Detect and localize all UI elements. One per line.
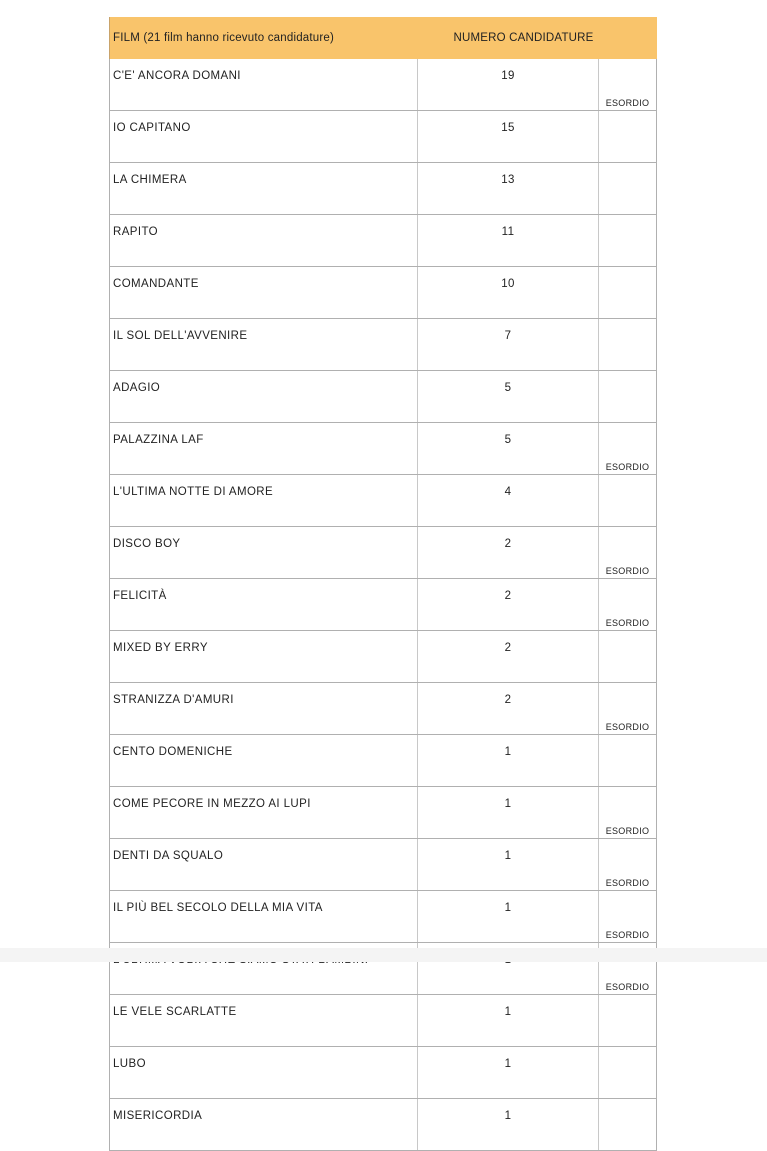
table-row	[110, 319, 657, 371]
nomination-count: 2	[418, 527, 599, 579]
table-row	[110, 787, 657, 839]
nomination-count: 1	[418, 1047, 599, 1099]
nomination-count: 1	[418, 1099, 599, 1151]
nomination-count: 4	[418, 475, 599, 527]
nomination-count: 1	[418, 787, 599, 839]
table-row	[110, 163, 657, 215]
table-header	[110, 17, 657, 59]
table-row	[110, 267, 657, 319]
table-row	[110, 631, 657, 683]
nomination-count: 2	[418, 631, 599, 683]
debut-tag	[599, 319, 657, 371]
film-title: MISERICORDIA	[110, 1099, 418, 1151]
film-title: LE VELE SCARLATTE	[110, 995, 418, 1047]
debut-tag: ESORDIO	[599, 839, 657, 891]
header-film: FILM (21 film hanno ricevuto candidature)	[110, 17, 418, 59]
debut-tag: ESORDIO	[599, 59, 657, 111]
debut-tag	[599, 631, 657, 683]
table-row	[110, 995, 657, 1047]
debut-tag	[599, 215, 657, 267]
header-row	[110, 17, 657, 59]
nomination-count: 2	[418, 683, 599, 735]
nomination-count: 13	[418, 163, 599, 215]
nomination-count: 2	[418, 579, 599, 631]
nomination-count: 11	[418, 215, 599, 267]
film-title: IL PIÙ BEL SECOLO DELLA MIA VITA	[110, 891, 418, 943]
debut-tag: ESORDIO	[599, 787, 657, 839]
nomination-count: 1	[418, 891, 599, 943]
bottom-strip	[0, 948, 767, 962]
nomination-count: 1	[418, 839, 599, 891]
table-row	[110, 1047, 657, 1099]
nomination-count: 5	[418, 423, 599, 475]
film-title: L'ULTIMA NOTTE DI AMORE	[110, 475, 418, 527]
film-title: IO CAPITANO	[110, 111, 418, 163]
film-title: DENTI DA SQUALO	[110, 839, 418, 891]
debut-tag	[599, 1047, 657, 1099]
film-title: PALAZZINA LAF	[110, 423, 418, 475]
table-row	[110, 371, 657, 423]
film-title: IL SOL DELL'AVVENIRE	[110, 319, 418, 371]
film-title: COMANDANTE	[110, 267, 418, 319]
debut-tag	[599, 735, 657, 787]
nominations-table	[109, 17, 657, 1151]
table-row	[110, 735, 657, 787]
film-title: ADAGIO	[110, 371, 418, 423]
nomination-count: 19	[418, 59, 599, 111]
table-row	[110, 891, 657, 943]
debut-tag	[599, 371, 657, 423]
nomination-count: 1	[418, 735, 599, 787]
debut-tag: ESORDIO	[599, 527, 657, 579]
film-title: COME PECORE IN MEZZO AI LUPI	[110, 787, 418, 839]
debut-tag: ESORDIO	[599, 579, 657, 631]
nominations-table-container	[109, 17, 656, 1151]
table-row	[110, 475, 657, 527]
film-title: LUBO	[110, 1047, 418, 1099]
table-row	[110, 1099, 657, 1151]
nomination-count: 5	[418, 371, 599, 423]
debut-tag	[599, 111, 657, 163]
table-row	[110, 215, 657, 267]
debut-tag	[599, 995, 657, 1047]
debut-tag	[599, 475, 657, 527]
table-row	[110, 111, 657, 163]
table-row	[110, 579, 657, 631]
film-title: FELICITÀ	[110, 579, 418, 631]
film-title: STRANIZZA D'AMURI	[110, 683, 418, 735]
nomination-count: 1	[418, 995, 599, 1047]
table-row	[110, 527, 657, 579]
debut-tag: ESORDIO	[599, 891, 657, 943]
debut-tag: ESORDIO	[599, 423, 657, 475]
debut-tag	[599, 163, 657, 215]
nomination-count: 15	[418, 111, 599, 163]
table-body	[110, 59, 657, 1151]
table-row	[110, 423, 657, 475]
table-row	[110, 839, 657, 891]
table-row	[110, 59, 657, 111]
debut-tag	[599, 267, 657, 319]
film-title: C'E' ANCORA DOMANI	[110, 59, 418, 111]
film-title: LA CHIMERA	[110, 163, 418, 215]
nomination-count: 10	[418, 267, 599, 319]
table-row	[110, 683, 657, 735]
film-title: RAPITO	[110, 215, 418, 267]
debut-tag: ESORDIO	[599, 943, 657, 995]
film-title: CENTO DOMENICHE	[110, 735, 418, 787]
film-title: DISCO BOY	[110, 527, 418, 579]
debut-tag	[599, 1099, 657, 1151]
film-title: MIXED BY ERRY	[110, 631, 418, 683]
debut-tag: ESORDIO	[599, 683, 657, 735]
nomination-count: 7	[418, 319, 599, 371]
header-count: NUMERO CANDIDATURE	[418, 17, 657, 59]
